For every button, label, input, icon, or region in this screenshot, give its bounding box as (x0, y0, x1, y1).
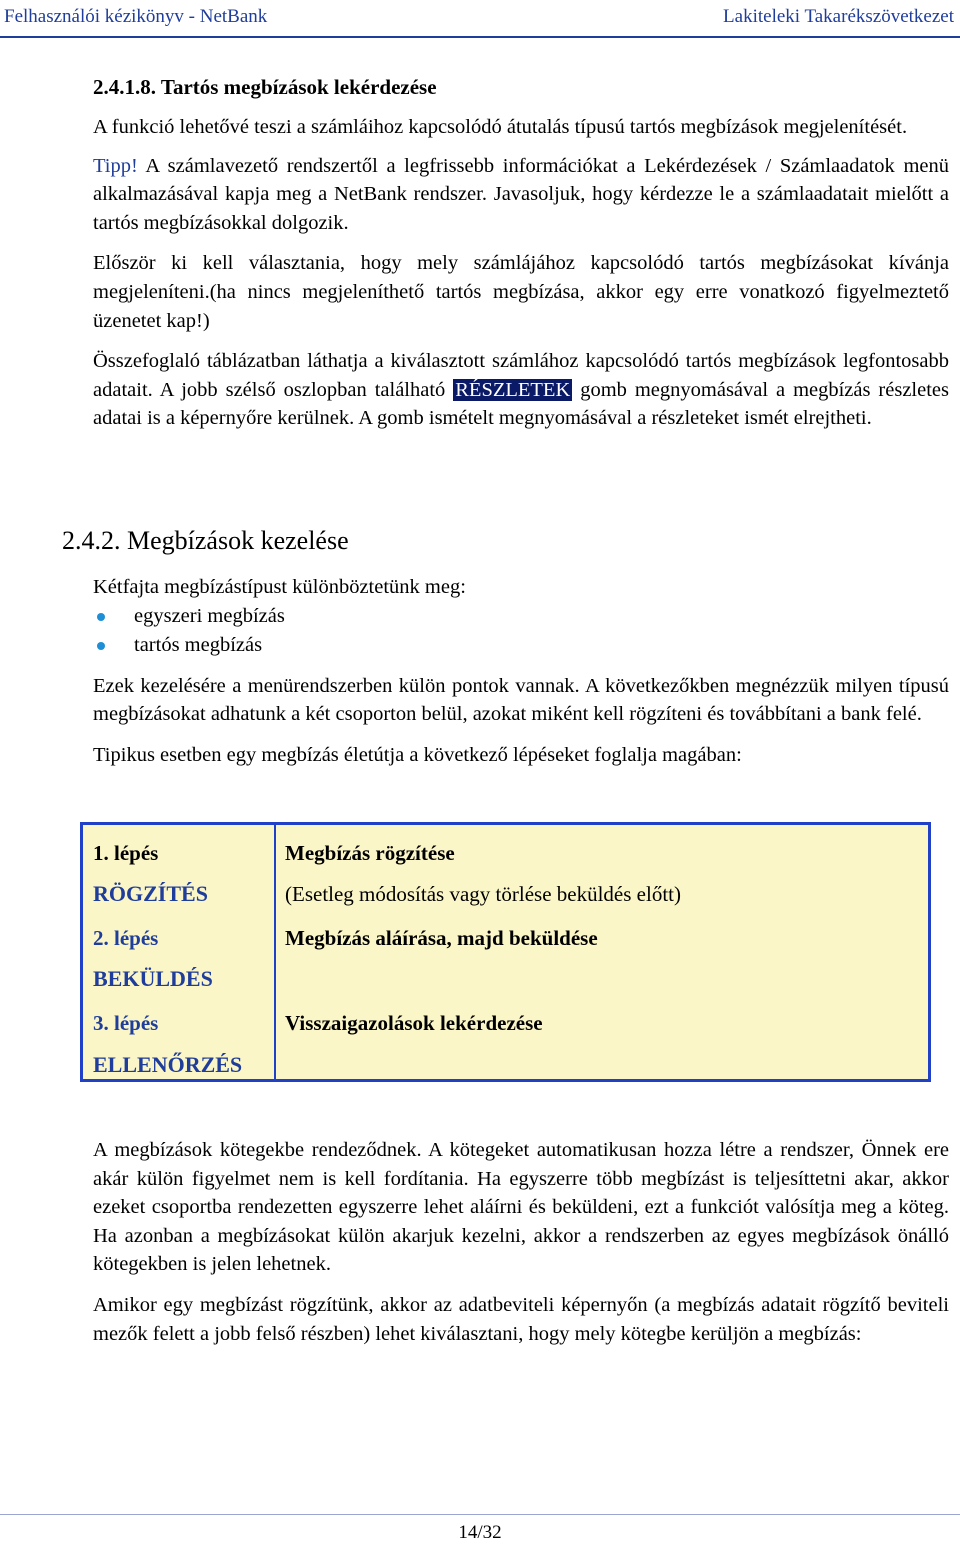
tip-label: Tipp! (93, 154, 138, 177)
menu-paragraph: Ezek kezelésére a menürendszerben külön pontok vannak. A következőkben megnézzük milyen típusú megbízásokat adhatunk a két csoporton belül, azokat miként kell rögzíteni és továbbítani a bank felé. (93, 674, 949, 726)
step-2-description: Megbízás aláírása, majd beküldése (285, 926, 598, 950)
step-3-description: Visszaigazolások lekérdezése (285, 1011, 543, 1035)
step-1-note: (Esetleg módosítás vagy törlése beküldés előtt) (285, 882, 681, 906)
summary-table-paragraph (93, 347, 949, 433)
order-type-list (93, 602, 949, 660)
reszletek-button: RÉSZLETEK (455, 378, 571, 401)
step-3-number: 3. lépés (93, 1011, 159, 1035)
step-3-name: ELLENŐRZÉS (93, 1052, 243, 1077)
tip-text: A számlavezető rendszertől a legfrissebb információkat a Lekérdezések / Számlaadatok menü alkalmazásával kapja meg a NetBank rendszer. Javasoljuk, hogy kérdezze le a számlaadatait mielőtt a tartós megbízásokkal dolgozik. (93, 154, 949, 234)
bullet-icon (97, 613, 105, 621)
page-number: 14/32 (458, 1522, 502, 1543)
header-company: Lakiteleki Takarékszövetkezet (723, 6, 954, 27)
step-1-name: RÖGZÍTÉS (93, 881, 208, 906)
table-divider (274, 825, 276, 1079)
step-1-number: 1. lépés (93, 841, 159, 865)
section-2-title: 2.4.2. Megbízások kezelése (62, 526, 349, 555)
page-header (0, 0, 960, 36)
section-2 (93, 573, 949, 769)
section-1 (93, 72, 949, 433)
section-2-continued (93, 1136, 949, 1348)
section-1-intro: A funkció lehetővé teszi a számláihoz kapcsolódó átutalás típusú tartós megbízások megjelenítését. (93, 116, 908, 138)
step-2-name: BEKÜLDÉS (93, 966, 213, 991)
list-item: tartós megbízás (93, 631, 949, 660)
order-lifecycle-table (80, 822, 931, 1082)
step-2-number: 2. lépés (93, 926, 159, 950)
batch-select-paragraph: Amikor egy megbízást rögzítünk, akkor az adatbeviteli képernyőn (a megbízás adatait rögzítő beviteli mezők felett a jobb felső részben) lehet kiválasztani, hogy mely kötegbe kerüljön a megbízás: (93, 1293, 949, 1345)
summary-text-before: Összefoglaló táblázatban láthatja a kiválasztott számlához kapcsolódó tartós megbízások legfontosabb adatait. A jobb szélső oszlopban található (93, 350, 949, 401)
step-1-description: Megbízás rögzítése (285, 841, 455, 865)
lifecycle-paragraph: Tipikus esetben egy megbízás életútja a következő lépéseket foglalja magában: (93, 743, 742, 766)
tip-paragraph (93, 152, 949, 238)
section-2-intro: Kétfajta megbízástípust különböztetünk meg: (93, 576, 466, 598)
section-1-title: 2.4.1.8. Tartós megbízások lekérdezése (93, 75, 437, 99)
list-item: egyszeri megbízás (93, 602, 949, 631)
footer-divider (0, 1514, 960, 1515)
select-account-paragraph: Először ki kell választania, hogy mely számlájához kapcsolódó tartós megbízásokat kívánja megjeleníteni.(ha nincs megjeleníthető tartós megbízása, akkor egy erre vonatkozó figyelmeztető üzenetet kap!) (93, 252, 949, 332)
header-doc-title: Felhasználói kézikönyv - NetBank (4, 6, 268, 27)
summary-text-after: gomb megnyomásával a megbízás részletes adatai is a képernyőre kerülnek. A gomb ismételt megnyomásával a részleteket ismét elrejtheti. (93, 378, 949, 430)
bullet-icon (97, 642, 105, 650)
batch-paragraph: A megbízások kötegekbe rendeződnek. A kötegeket automatikusan hozza létre a rendszer, Önnek ere akár külön figyelmet nem is kell fordítania. Ha egyszerre több megbízást is teljesíttetni akar, akkor ezeket csoportba rendezetten egyszerre lehet aláírni és beküldeni, ezt a funkciót valósítja meg a köteg. Ha azonban a megbízásokat külön akarjuk kezelni, akkor a rendszerben az egyes megbízások önálló kötegekben is jelen lehetnek. (93, 1139, 949, 1276)
header-divider (0, 36, 960, 38)
